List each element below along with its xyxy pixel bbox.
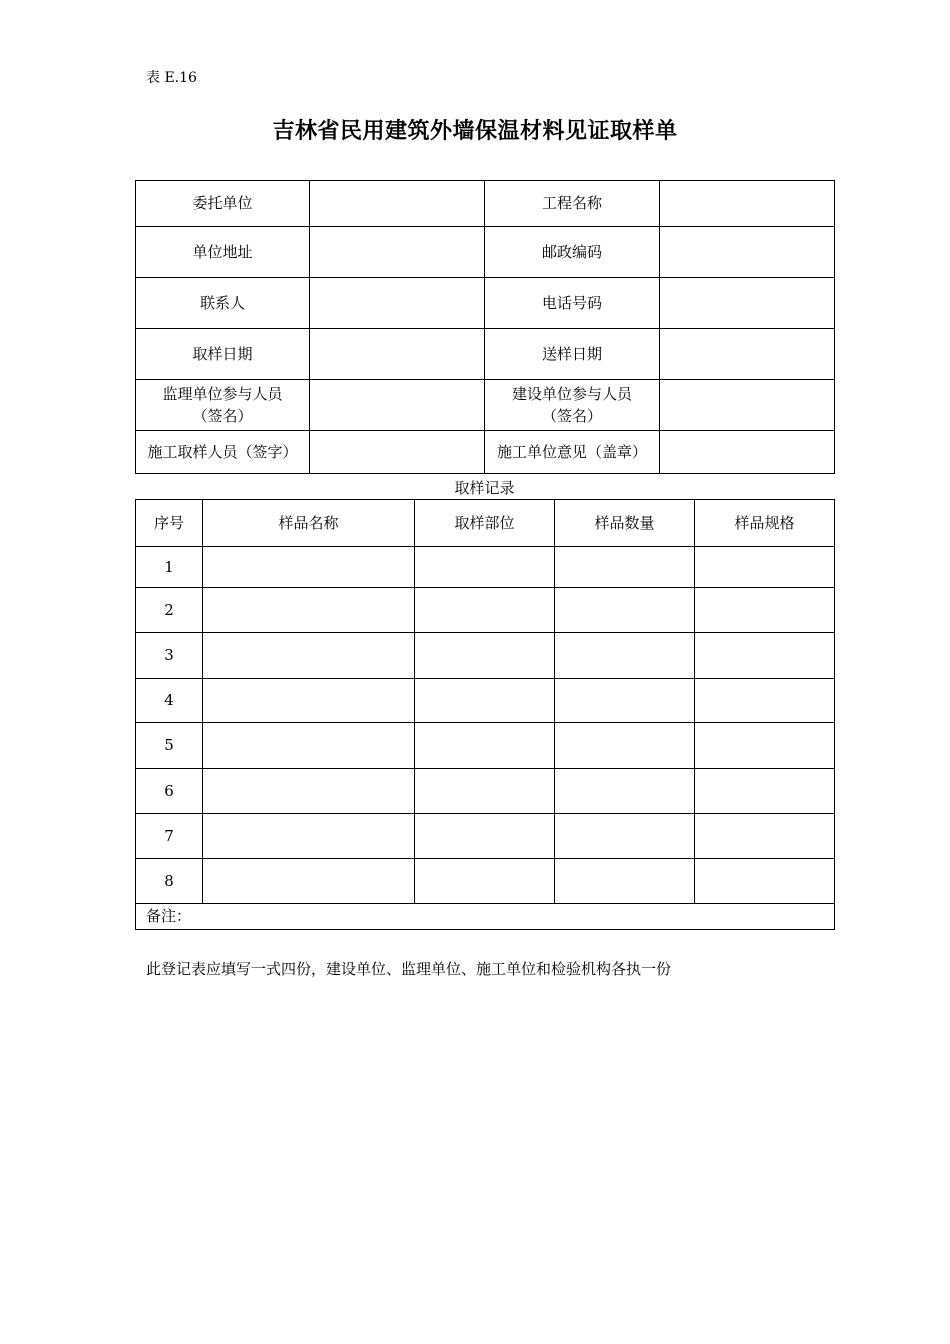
sample-name-cell[interactable] [203,769,415,814]
info-value-project-name[interactable] [660,181,835,227]
header-sample-spec: 样品规格 [695,500,835,547]
info-value-unit-address[interactable] [310,227,485,278]
sample-quantity-cell[interactable] [555,633,695,679]
info-row [136,278,835,329]
sample-name-cell[interactable] [203,547,415,588]
table-row [136,723,835,769]
sample-quantity-cell[interactable] [555,679,695,723]
sample-name-cell[interactable] [203,679,415,723]
table-row [136,769,835,814]
info-label-sampling-personnel: 施工取样人员（签字） [136,431,310,474]
sample-quantity-cell[interactable] [555,547,695,588]
sample-name-cell[interactable] [203,588,415,633]
info-value-construction-owner-participants[interactable] [660,380,835,431]
label-line: （签名） [541,407,602,425]
record-header-row [136,500,835,547]
sample-quantity-cell[interactable] [555,859,695,904]
label-line: 监理单位参与人员 [162,384,283,403]
sample-spec-cell[interactable] [695,679,835,723]
info-label-construction-owner-participants [485,380,660,431]
sampling-location-cell[interactable] [415,769,555,814]
table-row [136,814,835,859]
info-value-sampling-date[interactable] [310,329,485,380]
info-label-postal-code: 邮政编码 [485,227,660,278]
info-value-contact-person[interactable] [310,278,485,329]
record-caption: 取样记录 [454,479,515,497]
remark-row [136,904,835,930]
info-value-supervision-participants[interactable] [310,380,485,431]
info-row [136,329,835,380]
sampling-location-cell[interactable] [415,679,555,723]
sample-spec-cell[interactable] [695,814,835,859]
info-label-phone-number: 电话号码 [485,278,660,329]
info-row [136,431,835,474]
sample-quantity-cell[interactable] [555,588,695,633]
footer-note: 此登记表应填写一式四份，建设单位、监理单位、施工单位和检验机构各执一份 [146,960,672,978]
table-row [136,547,835,588]
table-row [136,859,835,904]
header-sample-name: 样品名称 [203,500,415,547]
info-label-unit-address: 单位地址 [136,227,310,278]
info-table [135,180,835,474]
document-title: 吉林省民用建筑外墙保温材料见证取样单 [272,118,678,144]
serial-cell: 3 [136,633,203,679]
serial-cell: 6 [136,769,203,814]
info-value-delivery-date[interactable] [660,329,835,380]
sampling-location-cell[interactable] [415,633,555,679]
serial-cell: 4 [136,679,203,723]
sample-name-cell[interactable] [203,723,415,769]
info-label-sampling-date: 取样日期 [136,329,310,380]
sampling-location-cell[interactable] [415,588,555,633]
sample-name-cell[interactable] [203,859,415,904]
sample-quantity-cell[interactable] [555,814,695,859]
info-row [136,227,835,278]
header-sample-quantity: 样品数量 [555,500,695,547]
sample-spec-cell[interactable] [695,547,835,588]
sampling-location-cell[interactable] [415,814,555,859]
info-label-entrusting-unit: 委托单位 [136,181,310,227]
info-value-entrusting-unit[interactable] [310,181,485,227]
sample-quantity-cell[interactable] [555,723,695,769]
sample-spec-cell[interactable] [695,769,835,814]
info-value-phone-number[interactable] [660,278,835,329]
table-number: 表 E.16 [146,70,197,86]
info-label-project-name: 工程名称 [485,181,660,227]
table-row [136,588,835,633]
serial-cell: 2 [136,588,203,633]
info-label-delivery-date: 送样日期 [485,329,660,380]
sample-spec-cell[interactable] [695,588,835,633]
sample-quantity-cell[interactable] [555,769,695,814]
info-label-supervision-participants [136,380,310,431]
sample-spec-cell[interactable] [695,859,835,904]
info-label-contractor-opinion: 施工单位意见（盖章） [485,431,660,474]
table-row [136,633,835,679]
serial-cell: 1 [136,547,203,588]
serial-cell: 5 [136,723,203,769]
sample-name-cell[interactable] [203,633,415,679]
remark-cell[interactable]: 备注： [136,904,835,930]
serial-cell: 8 [136,859,203,904]
serial-cell: 7 [136,814,203,859]
sample-spec-cell[interactable] [695,633,835,679]
table-row [136,679,835,723]
info-row [136,181,835,227]
info-value-postal-code[interactable] [660,227,835,278]
label-line: （签名） [192,407,253,425]
sample-name-cell[interactable] [203,814,415,859]
sampling-record-table [135,499,835,930]
header-serial-no: 序号 [136,500,203,547]
sample-spec-cell[interactable] [695,723,835,769]
sampling-location-cell[interactable] [415,723,555,769]
info-value-contractor-opinion[interactable] [660,431,835,474]
info-value-sampling-personnel[interactable] [310,431,485,474]
header-sampling-location: 取样部位 [415,500,555,547]
sampling-location-cell[interactable] [415,859,555,904]
info-row [136,380,835,431]
info-label-contact-person: 联系人 [136,278,310,329]
label-line: 建设单位参与人员 [511,384,632,403]
sampling-location-cell[interactable] [415,547,555,588]
